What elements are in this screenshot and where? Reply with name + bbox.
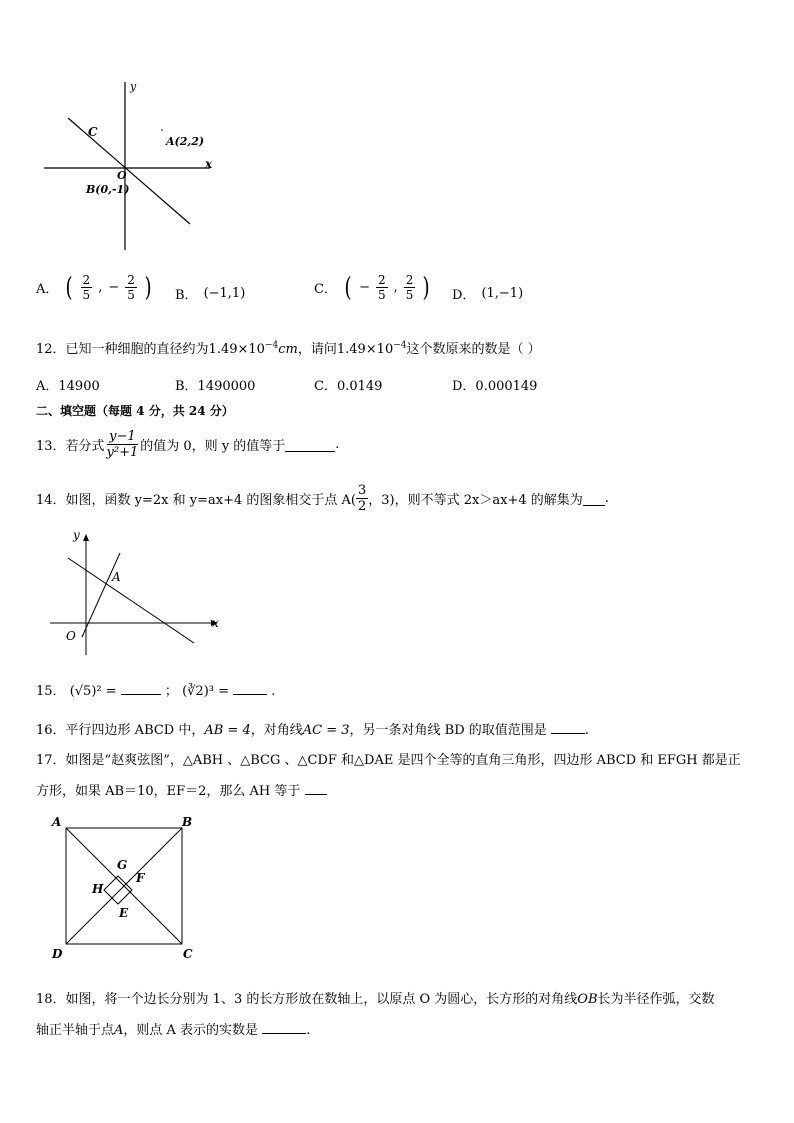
q14: [36, 484, 609, 513]
point-c-label: C: [88, 125, 98, 139]
option-d-label: D．: [452, 288, 476, 303]
q14-suffix: ，3)，则不等式 2x＞ax+4 的解集为: [368, 493, 583, 508]
q15-end: .: [271, 684, 276, 699]
y-axis-label: y: [130, 80, 137, 93]
x-axis-label: x: [205, 157, 213, 171]
q12-text: 这个数原来的数是（ ）: [406, 342, 541, 357]
answer-blank[interactable]: [262, 1021, 306, 1034]
origin-label: O: [66, 629, 76, 643]
denominator: 5: [82, 288, 91, 302]
answer-blank[interactable]: [305, 782, 327, 795]
q12-number: 1.49×10: [336, 342, 394, 357]
denominator: 2: [358, 499, 367, 514]
q18-end: .: [306, 1023, 311, 1038]
point-a-dot: [161, 129, 163, 131]
q12-unit: cm: [278, 342, 298, 357]
q13-end: .: [335, 437, 340, 452]
point-b-label: B(0,-1): [86, 183, 130, 196]
q15-sep: ；: [164, 684, 178, 699]
vertex-h-label: H: [92, 882, 104, 896]
q12-exponent: −4: [393, 340, 407, 351]
q18-ob: OB: [577, 992, 598, 1007]
vertex-a-label: A: [52, 815, 62, 829]
option-b-value: (−1,1): [203, 286, 246, 301]
numerator: 2: [127, 273, 135, 287]
paren-open: (: [65, 272, 74, 303]
numerator: 3: [358, 483, 367, 498]
q14-prefix: 14．如图，函数 y=2x 和 y=ax+4 的图象相交于点 A(: [36, 493, 356, 508]
q17-text: 方形，如果 AB＝10，EF＝2，那么 AH 等于: [36, 784, 301, 799]
q18-text: 轴正半轴于点: [36, 1023, 115, 1038]
q12-option-c: C．0.0149: [314, 379, 383, 394]
q16-end: .: [584, 723, 590, 738]
q16-text: ，对角线: [250, 723, 303, 738]
q14-figure: [46, 525, 226, 660]
origin-label: O: [117, 169, 127, 182]
paren-close: ): [422, 272, 431, 303]
q13-prefix: 13．若分式: [36, 439, 105, 454]
point-a-label: A: [112, 570, 121, 584]
vertex-g-label: G: [117, 858, 128, 872]
q18-line2: [36, 1019, 310, 1038]
answer-blank[interactable]: [285, 437, 335, 452]
q18-line1: [36, 988, 715, 1007]
q17-figure: [46, 812, 206, 962]
comma: ,: [98, 280, 103, 295]
line-through-origin: [68, 118, 190, 224]
q14-end: .: [604, 491, 609, 506]
q17-line2: [36, 780, 327, 799]
numerator: 2: [378, 273, 386, 287]
q16-math: AC = 3: [302, 723, 350, 738]
q16-math: AB = 4: [204, 723, 251, 738]
answer-blank[interactable]: [551, 721, 585, 734]
q12-text: ，请问: [297, 342, 337, 357]
numerator: y−1: [109, 429, 136, 444]
q13-suffix: 的值为 0，则 y 的值等于: [140, 439, 286, 454]
vertex-f-label: F: [136, 871, 145, 885]
fraction: [376, 274, 388, 301]
q12-option-b: B．1490000: [175, 379, 256, 394]
numerator: 2: [405, 273, 414, 287]
minus-sign: −: [359, 280, 371, 295]
q12-option-a: A．14900: [36, 379, 100, 394]
q16-text: 16．平行四边形 ABCD 中，: [36, 723, 205, 738]
denominator: y²+1: [106, 445, 139, 460]
numerator: 2: [82, 273, 91, 287]
q16: [36, 719, 589, 738]
line-y-ax-plus-4: [68, 558, 194, 643]
q11-option-d: [452, 284, 523, 303]
q15-expr2: (∛2)³ =: [182, 684, 229, 699]
q16-text: ，另一条对角线 BD 的取值范围是: [349, 723, 547, 738]
answer-blank[interactable]: [121, 682, 161, 695]
option-c-label: C．: [314, 282, 337, 297]
q11-figure: [40, 78, 230, 253]
answer-blank[interactable]: [233, 682, 267, 695]
minus-sign: −: [108, 280, 120, 295]
q12-number: 1.49×10: [208, 342, 265, 357]
q13: [36, 430, 339, 459]
q18-text: 长为半径作弧，交数: [597, 992, 715, 1007]
vertex-e-label: E: [119, 906, 129, 920]
comma: ,: [393, 280, 398, 295]
y-axis-arrow: [83, 534, 89, 541]
q11-option-c: [314, 274, 432, 301]
q12-stem: [36, 338, 541, 357]
vertex-d-label: D: [52, 947, 63, 961]
q11-option-b: [175, 284, 245, 303]
q15: [36, 680, 275, 699]
q12-option-d: D．0.000149: [452, 379, 538, 394]
point-a-label: A(2,2): [166, 135, 205, 148]
q18-text: 18．如图，将一个边长分别为 1、3 的长方形放在数轴上，以原点 O 为圆心，长方形的对角线: [36, 992, 578, 1007]
y-axis-label: y: [73, 528, 80, 542]
q14-fraction: [356, 484, 368, 513]
option-b-label: B．: [175, 288, 198, 303]
vertex-b-label: B: [182, 815, 193, 829]
vertex-c-label: C: [183, 947, 193, 961]
x-axis-label: x: [212, 616, 219, 630]
q15-prefix: 15．: [36, 684, 66, 699]
q11-option-a: [36, 274, 153, 301]
q18-text: ，则点 A 表示的实数是: [123, 1023, 259, 1038]
option-a-label: A．: [36, 282, 59, 297]
paren-close: ): [144, 272, 152, 303]
q15-expr1: (√5)² =: [69, 684, 117, 699]
fraction: [81, 274, 93, 301]
q17-line1: 17．如图是“赵爽弦图”，△ABH 、△BCG 、△CDF 和△DAE 是四个全等的直角三角形，四边形 ABCD 和 EFGH 都是正: [36, 753, 741, 768]
denominator: 5: [127, 288, 135, 302]
q13-fraction: [105, 430, 141, 459]
section-title: 二、填空题（每题 4 分，共 24 分）: [36, 404, 234, 418]
fraction: [404, 274, 416, 301]
fraction: [125, 274, 137, 301]
q12-exponent: −4: [264, 340, 279, 351]
denominator: 5: [378, 288, 386, 302]
answer-blank[interactable]: [583, 491, 605, 506]
paren-open: (: [344, 272, 352, 303]
option-d-value: (1,−1): [481, 286, 524, 301]
q12-text: 12．已知一种细胞的直径约为: [36, 342, 209, 357]
line-y-2x: [82, 553, 120, 637]
q18-var: A: [114, 1023, 124, 1038]
denominator: 5: [405, 288, 414, 302]
